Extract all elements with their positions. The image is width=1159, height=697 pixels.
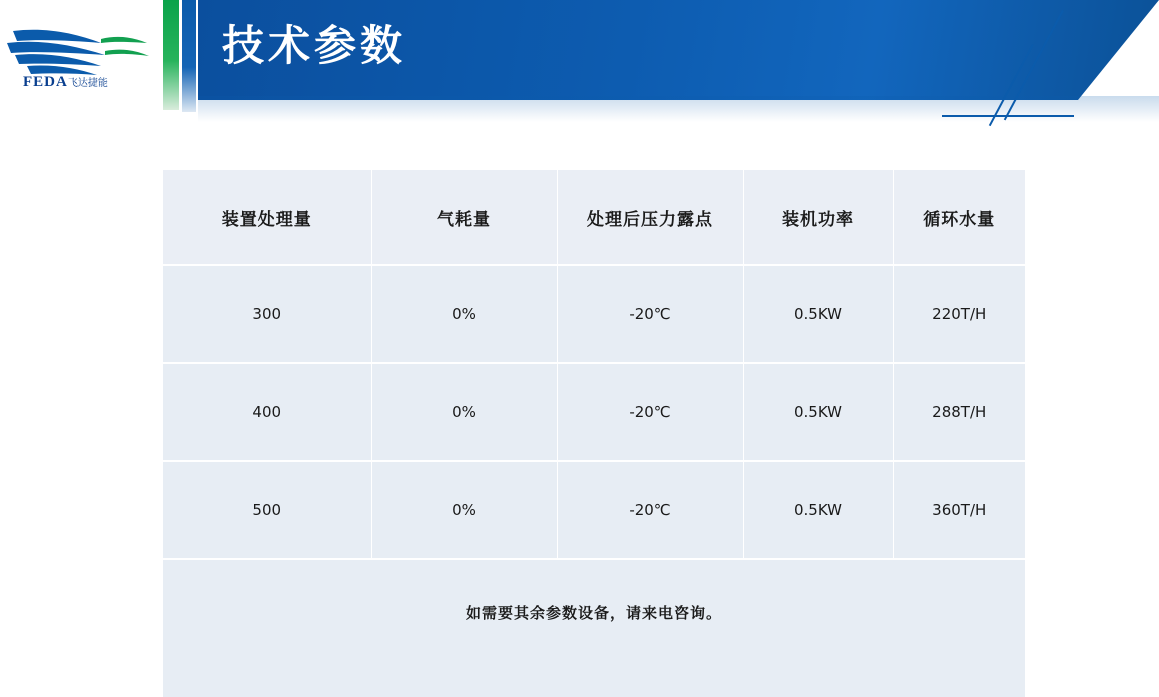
spec-table-head	[163, 170, 1025, 265]
column-header-power: 装机功率	[743, 170, 893, 265]
cell-capacity: 300	[163, 265, 371, 363]
cell-dew-point: -20℃	[557, 363, 743, 461]
cell-capacity: 500	[163, 461, 371, 559]
page-title: 技术参数	[222, 21, 407, 70]
logo-brand: FEDA	[23, 74, 68, 90]
table-note: 如需要其余参数设备，请来电咨询。	[163, 559, 1025, 697]
company-logo	[0, 0, 160, 122]
green-accent-bar	[163, 0, 179, 110]
column-header-dew-point: 处理后压力露点	[557, 170, 743, 265]
cell-capacity: 400	[163, 363, 371, 461]
table-note-row	[163, 559, 1025, 697]
logo-graphic	[5, 21, 155, 101]
table-row	[163, 363, 1025, 461]
cell-water-flow: 220T/H	[893, 265, 1025, 363]
table-row	[163, 461, 1025, 559]
spec-table	[163, 170, 1025, 697]
cell-gas-usage: 0%	[371, 363, 557, 461]
cell-power: 0.5KW	[743, 461, 893, 559]
column-header-water-flow: 循环水量	[893, 170, 1025, 265]
column-header-capacity: 装置处理量	[163, 170, 371, 265]
blue-accent-bar	[182, 0, 196, 112]
cell-dew-point: -20℃	[557, 265, 743, 363]
cell-gas-usage: 0%	[371, 461, 557, 559]
logo-text	[23, 74, 108, 91]
table-row	[163, 265, 1025, 363]
cell-power: 0.5KW	[743, 265, 893, 363]
logo-brand-cn: 飞达捷能	[67, 78, 108, 89]
cell-water-flow: 288T/H	[893, 363, 1025, 461]
spec-table-body	[163, 265, 1025, 697]
spec-table-container	[163, 170, 1025, 649]
page-header	[0, 0, 1159, 122]
column-header-gas-usage: 气耗量	[371, 170, 557, 265]
cell-gas-usage: 0%	[371, 265, 557, 363]
header-fade	[198, 96, 1159, 122]
cell-dew-point: -20℃	[557, 461, 743, 559]
cell-power: 0.5KW	[743, 363, 893, 461]
table-header-row	[163, 170, 1025, 265]
cell-water-flow: 360T/H	[893, 461, 1025, 559]
